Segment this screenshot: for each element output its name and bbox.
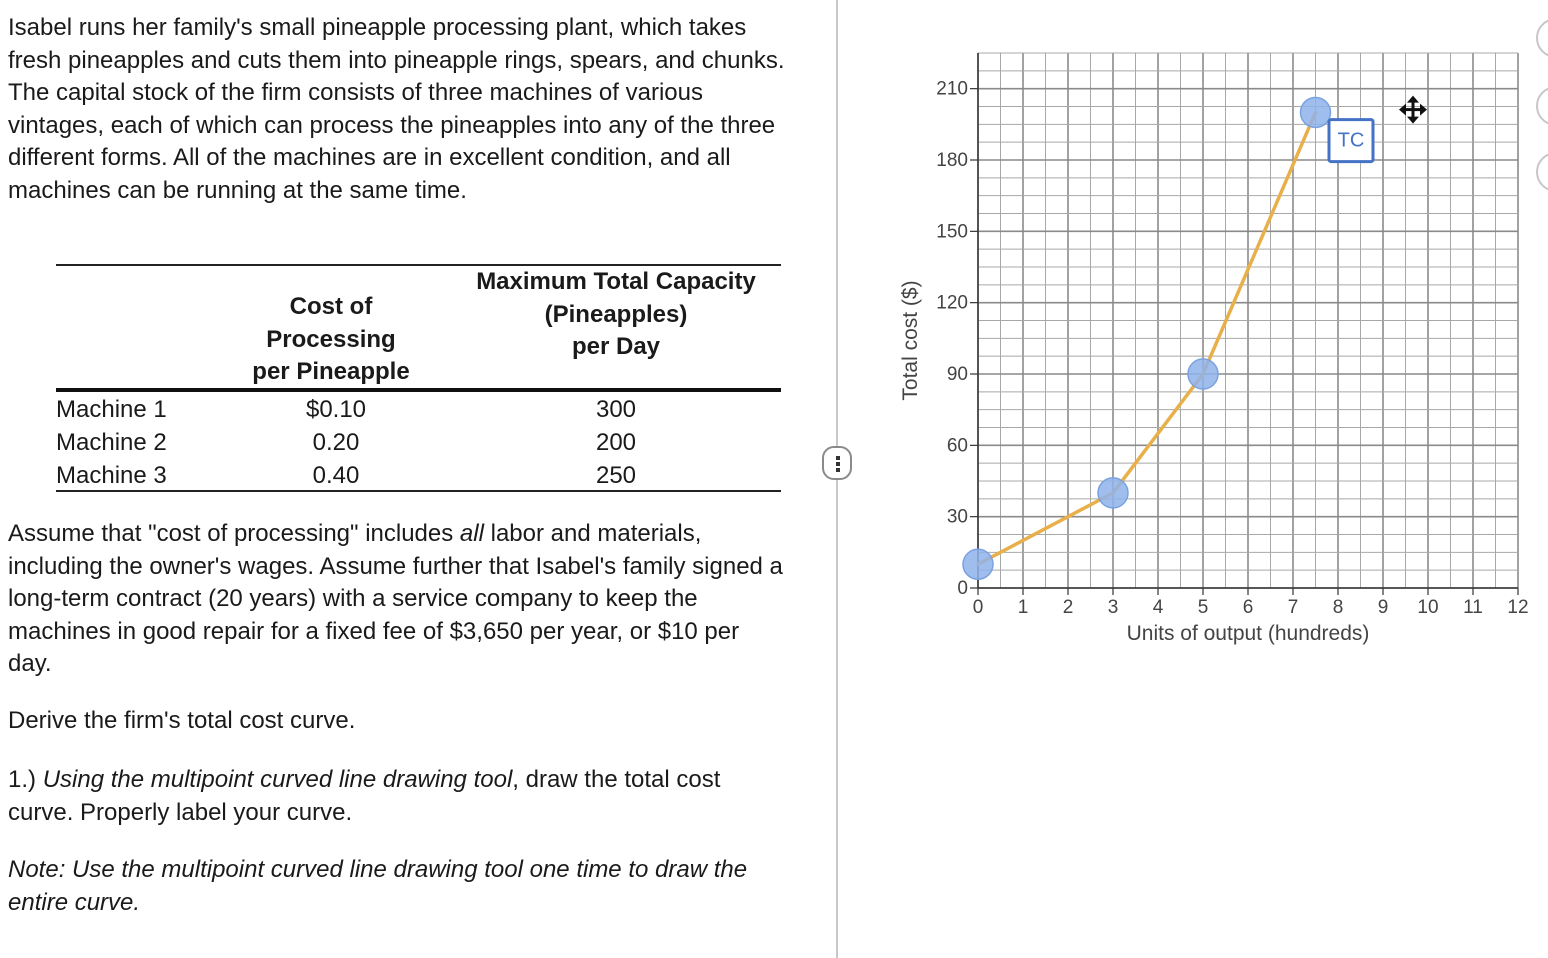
- header-capacity: [451, 266, 781, 364]
- x-tick-label: 12: [1507, 597, 1529, 618]
- header-cost-line1: Cost of: [289, 293, 373, 320]
- move-icon[interactable]: [1399, 96, 1427, 124]
- y-tick-label: 120: [936, 292, 968, 314]
- curve-point-handle[interactable]: [963, 549, 993, 579]
- table-cell-cost: 0.40: [312, 462, 360, 489]
- y-tick-label: 60: [946, 435, 968, 457]
- table-cell-cost: $0.10: [305, 396, 367, 423]
- x-tick-label: 9: [1377, 597, 1389, 618]
- handle-dot: [836, 468, 840, 472]
- x-tick-label: 2: [1062, 597, 1074, 618]
- header-cost: [241, 291, 421, 389]
- handle-dot: [836, 462, 840, 466]
- x-tick-label: 1: [1017, 597, 1029, 618]
- problem-intro: Isabel runs her family's small pineapple processing plant, which takes fresh pineapples and cuts them into pineapple rings, spears, and chunks. The capital stock of the firm consists of three machines of various vintages, each of which can process the pineapples into any of the three different forms. All of the machines are in excellent condition, and all machines can be running at the same time.: [8, 14, 785, 204]
- x-tick-label: 6: [1242, 597, 1254, 618]
- assumption-text: [8, 518, 788, 681]
- note-text: Note: Use the multipoint curved line drawing tool one time to draw the entire curve.: [8, 856, 748, 916]
- y-tick-label: 30: [946, 506, 968, 528]
- curve-label-text: TC: [1337, 129, 1365, 152]
- x-tick-label: 5: [1197, 597, 1209, 618]
- assumption-emphasis: all: [459, 520, 484, 547]
- x-tick-label: 3: [1107, 597, 1119, 618]
- curve-point-handle[interactable]: [1098, 478, 1128, 508]
- instruction-post: , draw the total cost curve. Properly label your curve.: [8, 766, 721, 826]
- header-capacity-line2: (Pineapples): [544, 300, 688, 328]
- x-tick-label: 11: [1463, 597, 1483, 618]
- x-tick-label: 10: [1417, 597, 1439, 618]
- header-capacity-line3: per Day: [571, 333, 661, 360]
- y-axis-label: Total cost ($): [899, 280, 922, 401]
- x-tick-label: 7: [1287, 597, 1299, 618]
- x-tick-label: 0: [972, 597, 984, 618]
- splitter-handle-icon[interactable]: [822, 446, 852, 480]
- x-tick-label: 8: [1332, 597, 1344, 618]
- curve-point-handle[interactable]: [1188, 359, 1218, 389]
- y-tick-label: 90: [946, 364, 968, 385]
- header-cost-line2: Processing: [266, 325, 396, 353]
- table-header-rule: [56, 388, 781, 392]
- table-row-machine: Machine 2: [56, 429, 167, 456]
- handle-dot: [836, 456, 840, 460]
- instruction-number: 1.): [8, 766, 43, 793]
- y-tick-label: 0: [957, 578, 968, 599]
- table-cell-cost: 0.20: [312, 429, 360, 456]
- x-tick-label: 4: [1152, 597, 1164, 618]
- derive-text: Derive the firm's total cost curve.: [8, 707, 356, 734]
- y-tick-label: 210: [936, 78, 968, 100]
- y-tick-label: 150: [936, 221, 968, 243]
- table-cell-capacity: 300: [595, 396, 637, 423]
- assumption-pre: Assume that "cost of processing" includes: [8, 520, 460, 547]
- header-capacity-line1: Maximum Total Capacity: [476, 268, 756, 295]
- table-bottom-rule: [56, 490, 781, 492]
- table-cell-capacity: 200: [595, 429, 637, 456]
- y-tick-label: 180: [936, 150, 968, 171]
- table-row-machine: Machine 3: [56, 462, 167, 489]
- curve-point-handle[interactable]: [1301, 97, 1331, 127]
- table-row-machine: Machine 1: [56, 396, 167, 423]
- instruction-text: [8, 764, 788, 829]
- table-cell-capacity: 250: [595, 462, 637, 489]
- total-cost-graph[interactable]: [880, 40, 1540, 680]
- instruction-tool: Using the multipoint curved line drawing tool: [42, 766, 513, 793]
- assumption-post: labor and materials, including the owner's wages. Assume further that Isabel's family signed a long-term contract (20 years) with a service company to keep the machines in good repair for a fixed fee of $3,650 per year, or $10 per day.: [8, 520, 783, 677]
- header-cost-line3: per Pineapple: [252, 358, 410, 385]
- x-axis-label: Units of output (hundreds): [1126, 622, 1370, 645]
